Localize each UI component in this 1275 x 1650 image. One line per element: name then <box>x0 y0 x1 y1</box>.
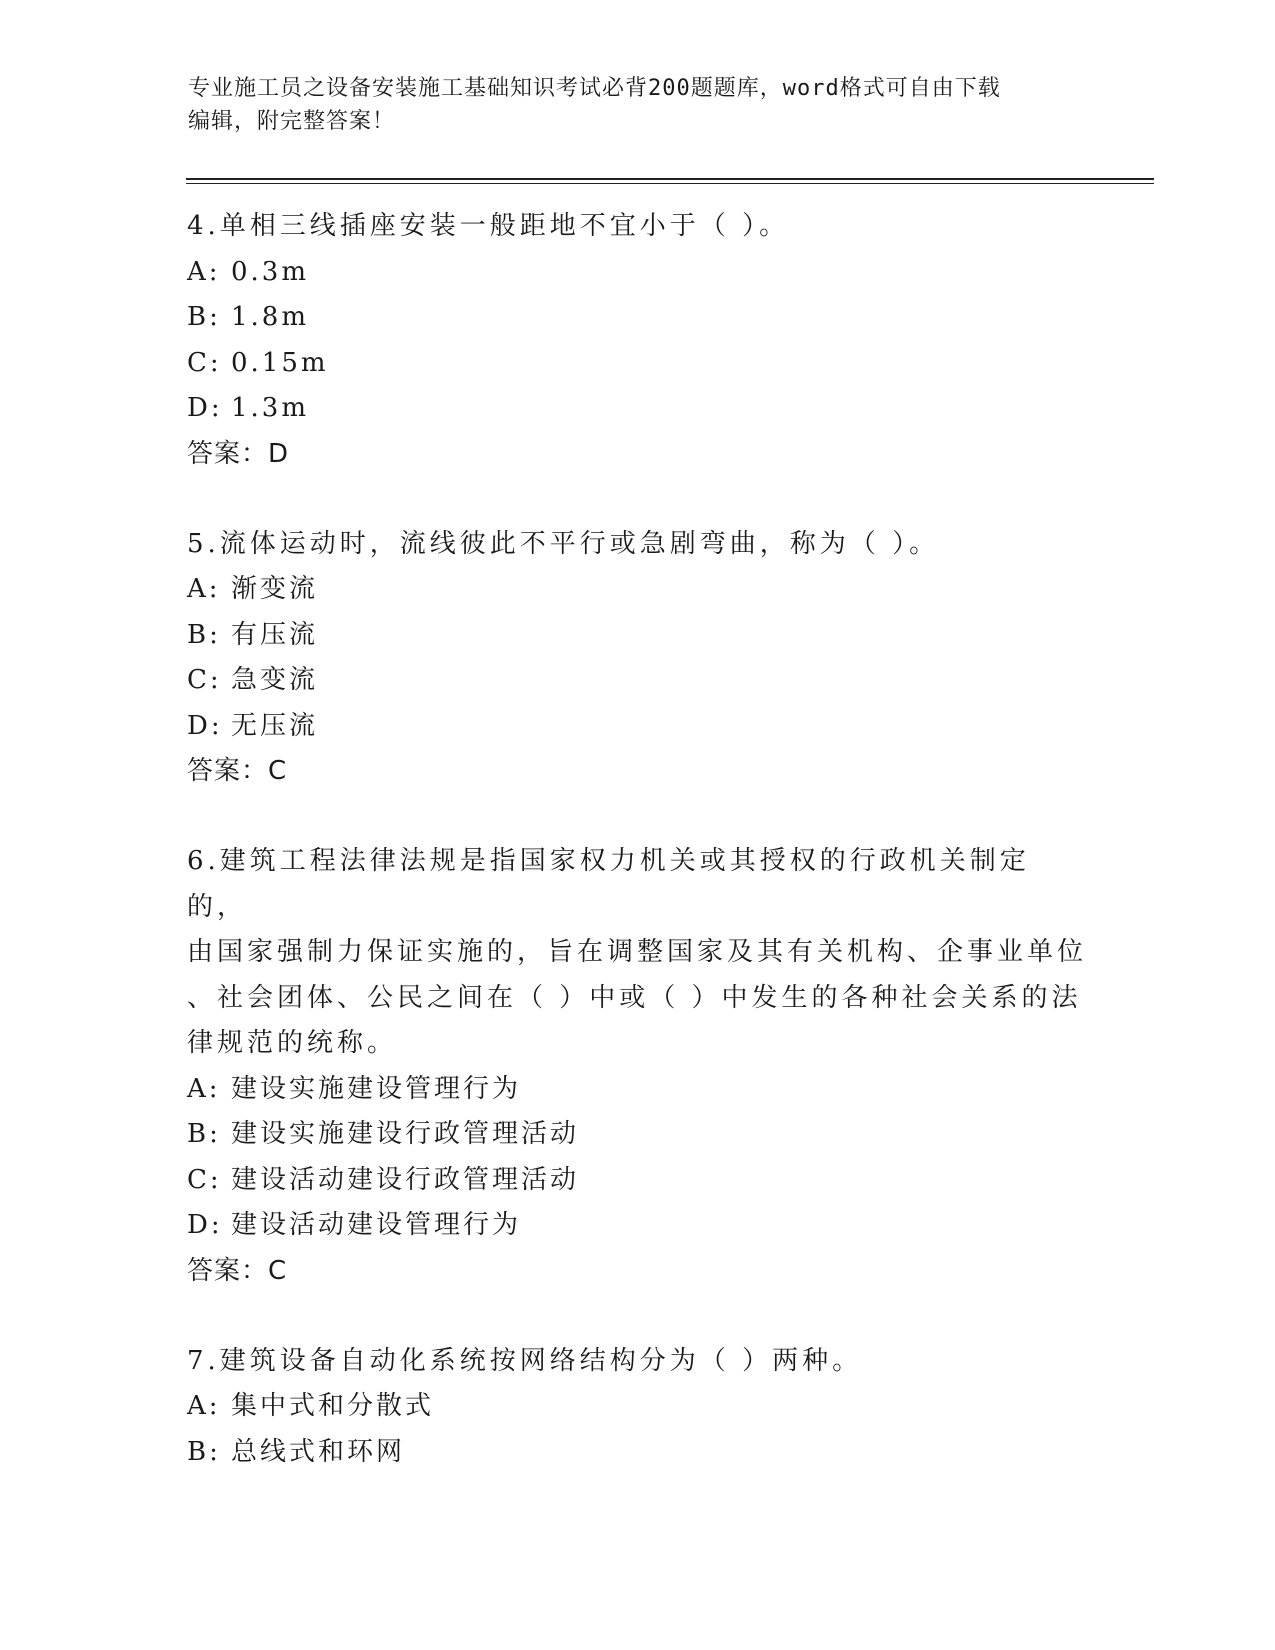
option-text: 建设实施建设管理行为 <box>231 1073 522 1104</box>
question-list <box>187 204 1087 1521</box>
option-letter: A: <box>187 1073 221 1104</box>
option-c <box>187 1158 1087 1204</box>
option-letter: C: <box>187 665 222 695</box>
option-text: 建设实施建设行政管理活动 <box>231 1119 580 1149</box>
header-divider-thick <box>186 178 1154 180</box>
option-b <box>187 613 1087 659</box>
option-a <box>187 250 1087 296</box>
answer: 答案：C <box>187 1255 288 1286</box>
option-text: 1.8m <box>231 302 310 332</box>
option-d <box>187 386 1087 432</box>
option-letter: C: <box>187 1164 222 1195</box>
question-4 <box>187 204 1087 476</box>
answer: 答案：C <box>187 756 288 786</box>
question-text-line: 由国家强制力保证实施的，旨在调整国家及其有关机构、企事业单位 <box>187 937 1088 967</box>
header-line-1: 专业施工员之设备安装施工基础知识考试必背200题题库，word格式可自由下载 <box>188 76 1001 101</box>
option-text: 0.15m <box>231 347 329 378</box>
option-letter: D: <box>187 1210 223 1240</box>
option-text: 0.3m <box>231 256 310 287</box>
option-b <box>187 1112 1087 1158</box>
option-letter: B: <box>187 302 221 332</box>
option-text: 1.3m <box>231 393 310 423</box>
question-text: 5.流体运动时，流线彼此不平行或急剧弯曲，称为（ ）。 <box>187 528 940 559</box>
option-text: 建设活动建设管理行为 <box>231 1210 522 1240</box>
question-6 <box>187 839 1087 1293</box>
question-text-line: 6.建筑工程法律法规是指国家权力机关或其授权的行政机关制定的， <box>187 846 1030 922</box>
option-letter: B: <box>187 619 221 650</box>
question-text-line: 、社会团体、公民之间在（ ）中或（ ）中发生的各种社会关系的法 <box>187 982 1082 1013</box>
option-text: 建设活动建设行政管理活动 <box>231 1164 580 1195</box>
option-letter: D: <box>187 710 223 741</box>
option-letter: C: <box>187 347 222 378</box>
question-text: 7.建筑设备自动化系统按网络结构分为（ ）两种。 <box>187 1345 863 1376</box>
option-d <box>187 704 1087 750</box>
option-letter: A: <box>187 256 221 287</box>
option-text: 急变流 <box>231 665 319 695</box>
option-c <box>187 341 1087 387</box>
option-a <box>187 567 1087 613</box>
option-letter: A: <box>187 1391 221 1421</box>
question-text-line: 律规范的统称。 <box>187 1028 398 1058</box>
option-letter: A: <box>187 574 221 604</box>
option-b <box>187 295 1087 341</box>
question-5 <box>187 522 1087 794</box>
option-b <box>187 1430 1087 1476</box>
option-text: 渐变流 <box>231 574 319 604</box>
option-text: 无压流 <box>231 710 319 741</box>
header-line-2: 编辑，附完整答案！ <box>188 109 396 134</box>
option-c <box>187 658 1087 704</box>
answer: 答案：D <box>187 438 290 469</box>
option-a <box>187 1067 1087 1113</box>
option-a <box>187 1384 1087 1430</box>
option-text: 有压流 <box>231 619 319 650</box>
document-header <box>188 72 1088 138</box>
option-letter: B: <box>187 1436 221 1467</box>
option-text: 集中式和分散式 <box>231 1391 435 1421</box>
question-text: 4.单相三线插座安装一般距地不宜小于（ ）。 <box>187 211 790 241</box>
header-divider-thin <box>186 183 1154 184</box>
question-7 <box>187 1339 1087 1476</box>
option-letter: B: <box>187 1119 221 1149</box>
option-d <box>187 1203 1087 1249</box>
option-text: 总线式和环网 <box>231 1436 406 1467</box>
option-letter: D: <box>187 393 223 423</box>
